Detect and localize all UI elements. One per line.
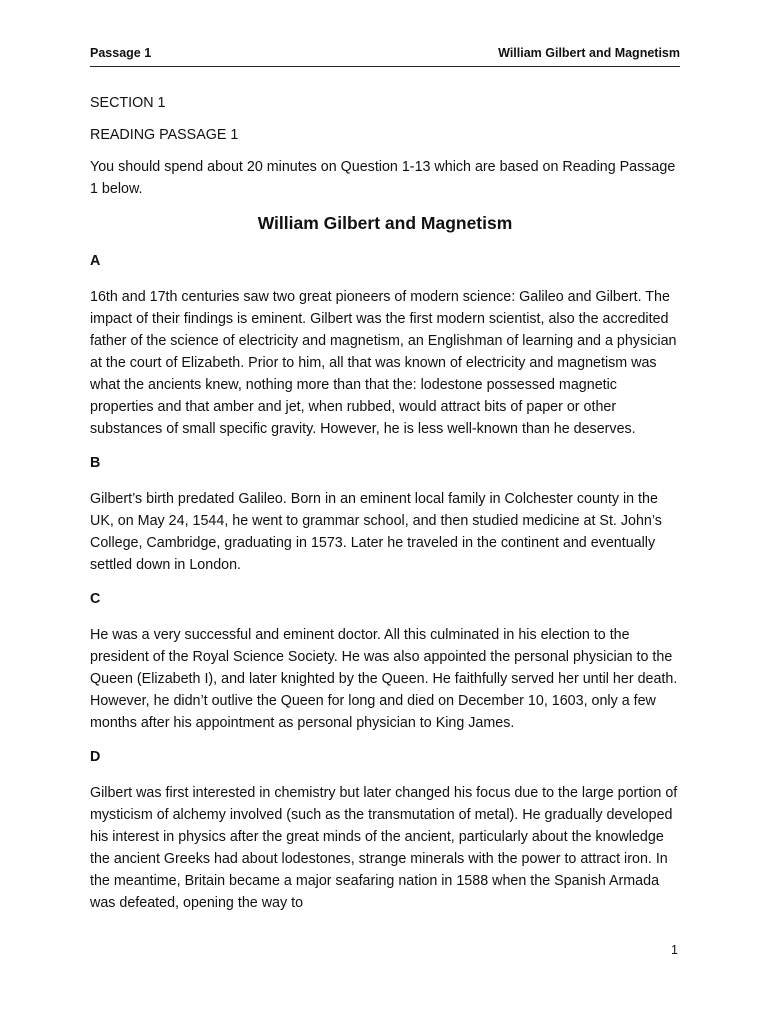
page-header [90,46,680,67]
paragraph-b: Gilbert’s birth predated Galileo. Born in an eminent local family in Colchester county in the UK, on May 24, 1544, he went to grammar school, and then studied medicine at St. John’s College, Cambridge, graduating in 1573. Later he traveled in the continent and eventually settled down in London. [90,491,662,573]
paragraph-d: Gilbert was first interested in chemistry but later changed his focus due to the large portion of mysticism of alchemy involved (such as the transmutation of metal). He gradually developed his interest in physics after the great minds of the ancient, particularly about the knowledge the ancient Greeks had about lodestones, strange minerals with the power to attract iron. In the meantime, Britain became a major seafaring nation in 1588 when the Spanish Armada was defeated, opening the way to [90,785,678,911]
paragraph-label-a: A [90,253,101,269]
page-number: 1 [671,943,678,957]
instruction-text: You should spend about 20 minutes on Question 1-13 which are based on Reading Passage 1 below. [90,159,676,197]
paragraph-a: 16th and 17th centuries saw two great pioneers of modern science: Galileo and Gilbert. The impact of their findings is eminent. Gilbert was the first modern scientist, also the accredited father of the science of electricity and magnetism, an Englishman of learning and a physician at the court of Elizabeth. Prior to him, all that was known of electricity and magnetism was what the ancients knew, nothing more than that the: lodestone possessed magnetic properties and that amber and jet, when rubbed, would attract bits of paper or other substances of small specific gravity. However, he is less well-known than he deserves. [90,289,677,437]
section-label: SECTION 1 [90,95,166,111]
paragraph-label-b: B [90,455,101,471]
passage-title: William Gilbert and Magnetism [257,213,513,233]
reading-passage-label: READING PASSAGE 1 [90,127,239,143]
header-passage-label: Passage 1 [90,46,152,60]
paragraph-c: He was a very successful and eminent doctor. All this culminated in his election to the president of the Royal Science Society. He was also appointed the personal physician to the Queen (Elizabeth I), and later knighted by the Queen. He faithfully served her until her death. However, he didn’t outlive the Queen for long and died on December 10, 1603, only a few months after his appointment as personal physician to King James. [90,627,678,731]
paragraph-label-c: C [90,591,101,607]
header-title: William Gilbert and Magnetism [498,46,680,60]
paragraph-label-d: D [90,749,101,765]
page-content [90,92,680,926]
